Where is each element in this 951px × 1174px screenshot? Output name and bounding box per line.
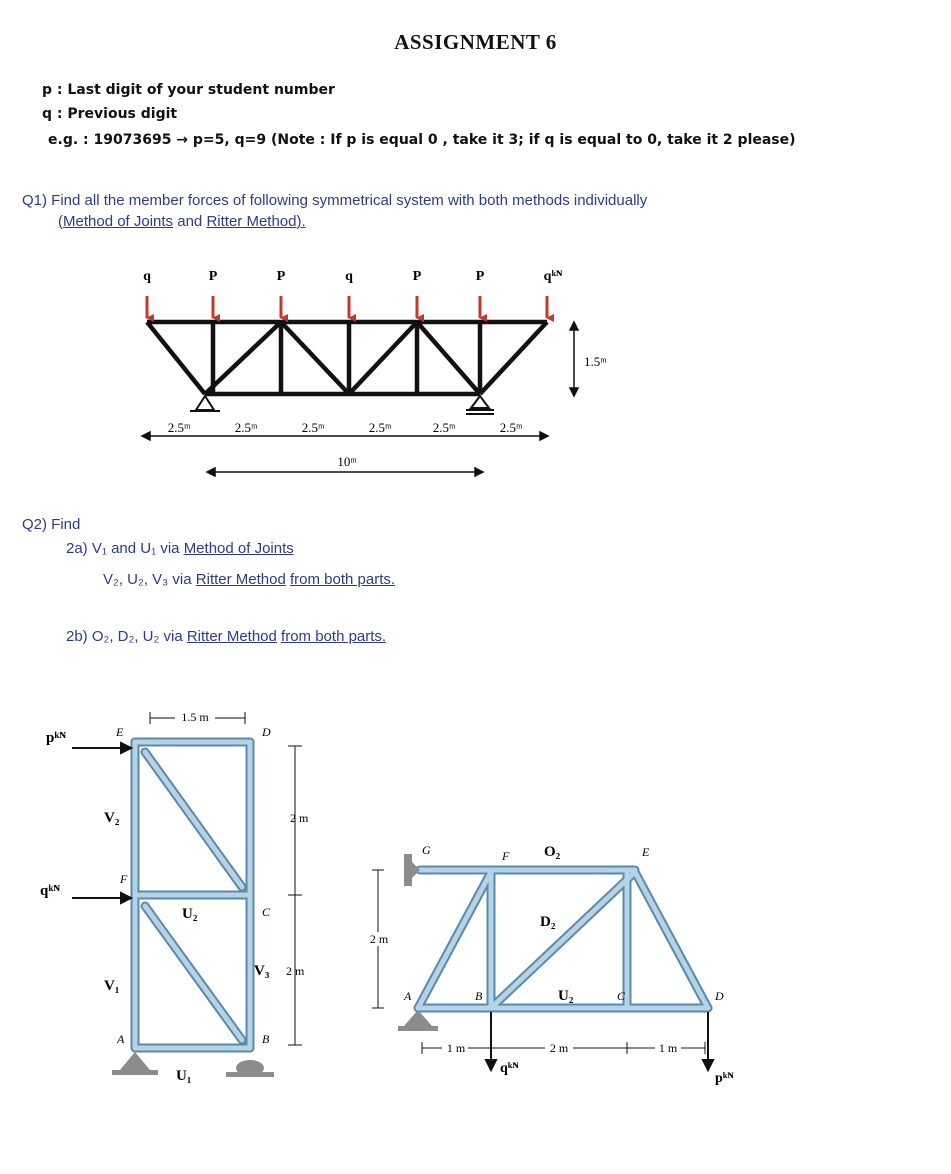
load-label: P	[208, 269, 218, 284]
span-label: 1 m	[658, 1041, 678, 1055]
load-mid-label: qᵏᴺ	[40, 883, 60, 899]
example-line: e.g. : 19073695 → p=5, q=9 (Note : If p is equal 0 , take it 3; if q is equal to 0, take it 2 please)	[48, 132, 796, 148]
truss-1-load-arrows	[147, 296, 547, 318]
truss-2-members	[135, 742, 250, 1048]
q1-moj-link[interactable]: Method of Joints	[63, 213, 174, 230]
truss-2-dims	[150, 712, 302, 1045]
span-label: 2.5ᵐ	[301, 420, 325, 435]
span-label: 2 m	[549, 1041, 569, 1055]
q2a-both-parts-link[interactable]: from both parts.	[290, 571, 396, 588]
q1-ritter-link[interactable]: Ritter Method	[206, 213, 297, 230]
node-label: D	[715, 989, 724, 1003]
load-label: q	[345, 269, 353, 284]
q1-open: (	[58, 213, 63, 230]
q2b-line	[66, 628, 386, 645]
truss-1-load-labels	[143, 269, 563, 284]
node-label: F	[120, 872, 128, 886]
node-label: A	[117, 1032, 125, 1046]
q1-methods	[58, 213, 306, 230]
node-label: A	[404, 989, 412, 1003]
span-label: 2.5ᵐ	[167, 420, 191, 435]
member-label: U₁	[176, 1068, 192, 1084]
h1-label: 2 m	[290, 811, 309, 825]
node-label: C	[262, 905, 271, 919]
q1-text: Q1) Find all the member forces of following symmetrical system with both methods individually	[22, 192, 648, 209]
truss-1-members	[147, 322, 547, 394]
q2a-line1-text: 2a) V₁ and U₁ via	[66, 540, 184, 557]
q2b-both-parts-link[interactable]: from both parts.	[281, 628, 387, 645]
member-label: V₃	[254, 963, 270, 979]
h2-label: 2 m	[286, 964, 305, 978]
load-label: q	[143, 269, 151, 284]
height-label: 1.5ᵐ	[584, 354, 607, 369]
truss-2-figure	[0, 690, 360, 1090]
load-top-label: pᵏᴺ	[46, 730, 66, 746]
load-label: P	[475, 269, 485, 284]
page-title: ASSIGNMENT 6	[394, 30, 557, 54]
truss-1-span-labels	[162, 420, 528, 469]
truss-1-figure	[0, 250, 951, 485]
q1-and: and	[173, 213, 207, 230]
node-label: E	[116, 725, 124, 739]
q2a-moj-link[interactable]: Method of Joints	[183, 540, 294, 557]
top-dim-label: 1.5 m	[181, 710, 209, 724]
node-label: G	[422, 843, 431, 857]
q2a-ritter-link[interactable]: Ritter Method	[195, 571, 286, 588]
member-label: D₂	[540, 914, 556, 930]
truss-3-figure	[360, 820, 780, 1090]
q2a-line2-text: V₂, U₂, V₃ via	[103, 571, 196, 588]
span-label: 2.5ᵐ	[432, 420, 456, 435]
total-span-label: 10ᵐ	[337, 454, 357, 469]
span-label: 2.5ᵐ	[499, 420, 523, 435]
node-label: D	[262, 725, 271, 739]
p-definition: p : Last digit of your student number	[42, 82, 335, 98]
truss-3-height-label: 2 m	[369, 932, 389, 946]
truss-1-supports	[190, 396, 494, 414]
q2-heading: Q2) Find	[22, 516, 81, 533]
q2b-ritter-link[interactable]: Ritter Method	[186, 628, 277, 645]
member-label: U₂	[182, 906, 198, 922]
member-label: U₂	[558, 988, 574, 1004]
q-definition: q : Previous digit	[42, 106, 178, 122]
load-label: qᵏᴺ	[543, 269, 563, 284]
truss-2-supports	[112, 1052, 274, 1077]
q2b-text: 2b) O₂, D₂, U₂ via	[66, 628, 187, 645]
load-b-label: qᵏᴺ	[500, 1061, 519, 1076]
node-label: B	[475, 989, 483, 1003]
member-label: V₁	[104, 978, 120, 994]
truss-1-height-dim	[570, 322, 578, 396]
q2a-line1	[66, 540, 294, 557]
node-label: E	[642, 845, 650, 859]
load-label: P	[412, 269, 422, 284]
q1-close: ).	[296, 213, 306, 230]
node-label: C	[617, 989, 626, 1003]
span-label: 2.5ᵐ	[234, 420, 258, 435]
member-label: V₂	[104, 810, 120, 826]
node-label: B	[262, 1032, 270, 1046]
load-d-label: pᵏᴺ	[715, 1071, 734, 1086]
span-label: 1 m	[446, 1041, 466, 1055]
member-label: O₂	[544, 844, 561, 860]
span-label: 2.5ᵐ	[368, 420, 392, 435]
q2a-line2	[103, 571, 395, 588]
load-label: P	[276, 269, 286, 284]
node-label: F	[502, 849, 510, 863]
